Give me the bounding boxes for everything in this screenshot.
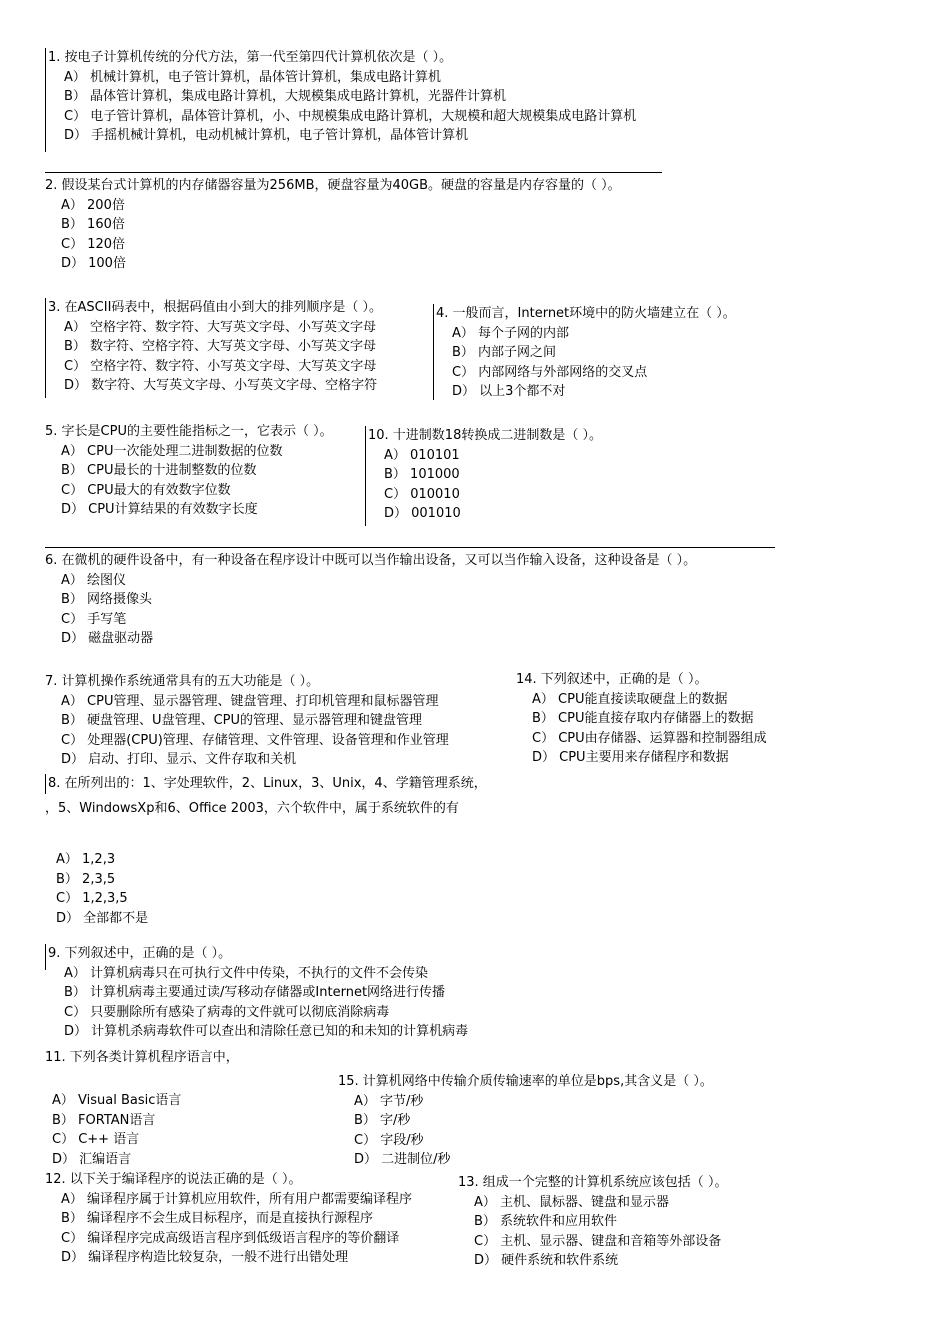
option-a: A） 主机、鼠标器、键盘和显示器 bbox=[474, 1194, 670, 1210]
option-c: C） 字段/秒 bbox=[354, 1132, 424, 1148]
option-b: B） FORTAN语言 bbox=[52, 1112, 156, 1128]
question-stem: 12. 以下关于编译程序的说法正确的是（ ）。 bbox=[45, 1172, 302, 1187]
option-c: C） 手写笔 bbox=[61, 611, 127, 627]
option-d: D） CPU主要用来存储程序和数据 bbox=[532, 750, 729, 765]
option-c: C） 只要删除所有感染了病毒的文件就可以彻底消除病毒 bbox=[64, 1004, 390, 1020]
option-b: B） 系统软件和应用软件 bbox=[474, 1214, 618, 1229]
option-a: A） 绘图仪 bbox=[61, 572, 127, 588]
option-a: A） 每个子网的内部 bbox=[452, 325, 570, 341]
q3-border bbox=[45, 298, 46, 398]
option-d: D） 磁盘驱动器 bbox=[61, 631, 154, 646]
option-d: D） 二进制位/秒 bbox=[354, 1152, 451, 1167]
option-b: B） 字/秒 bbox=[354, 1113, 411, 1128]
question-stem: 10. 十进制数18转换成二进制数是（ ）。 bbox=[368, 428, 602, 443]
option-c: C） 内部网络与外部网络的交叉点 bbox=[452, 364, 648, 380]
question-stem: 11. 下列各类计算机程序语言中， bbox=[45, 1050, 239, 1065]
question-stem: 4. 一般而言，Internet环境中的防火墙建立在（ ）。 bbox=[436, 306, 736, 321]
option-b: B） 2,3,5 bbox=[56, 871, 116, 887]
option-c: C） 120倍 bbox=[61, 236, 126, 252]
option-c: C） 1,2,3,5 bbox=[56, 891, 128, 906]
q1-border bbox=[45, 48, 46, 152]
question-stem: 6. 在微机的硬件设备中，有一种设备在程序设计中既可以当作输出设备，又可以当作输入设备，这种设备是（ ）。 bbox=[45, 553, 697, 568]
option-b: B） 160倍 bbox=[61, 217, 125, 232]
question-8-stem-continued bbox=[45, 799, 459, 819]
question-stem: 15. 计算机网络中传输介质传输速率的单位是bps,其含义是（ ）。 bbox=[338, 1074, 713, 1089]
question-8-options bbox=[40, 850, 148, 928]
option-a: A） CPU一次能处理二进制数据的位数 bbox=[61, 443, 283, 459]
question-11-options bbox=[36, 1091, 181, 1169]
question-stem: 13. 组成一个完整的计算机系统应该包括（ ）。 bbox=[458, 1175, 728, 1190]
option-d: D） 以上3个都不对 bbox=[452, 384, 566, 399]
option-c: C） 处理器(CPU)管理、存储管理、文件管理、设备管理和作业管理 bbox=[61, 732, 449, 748]
question-2 bbox=[45, 176, 621, 274]
question-10 bbox=[368, 426, 602, 524]
option-b: B） CPU能直接存取内存储器上的数据 bbox=[532, 711, 754, 726]
option-c: C） 主机、显示器、键盘和音箱等外部设备 bbox=[474, 1233, 722, 1249]
option-a: A） 机械计算机，电子管计算机，晶体管计算机，集成电路计算机 bbox=[64, 69, 442, 85]
option-c: C） 电子管计算机，晶体管计算机，小、中规模集成电路计算机，大规模和超大规模集成电路计算机 bbox=[64, 108, 637, 124]
question-5 bbox=[45, 422, 333, 520]
option-a: A） CPU管理、显示器管理、键盘管理、打印机管理和鼠标器管理 bbox=[61, 693, 439, 709]
option-b: B） 硬盘管理、U盘管理、CPU的管理、显示器管理和键盘管理 bbox=[61, 713, 422, 728]
q6-divider bbox=[45, 547, 775, 548]
option-b: B） 101000 bbox=[384, 467, 460, 482]
q1-divider bbox=[45, 172, 662, 173]
option-a: A） 编译程序属于计算机应用软件，所有用户都需要编译程序 bbox=[61, 1191, 413, 1207]
option-a: A） Visual Basic语言 bbox=[52, 1093, 182, 1108]
option-d: D） 启动、打印、显示、文件存取和关机 bbox=[61, 752, 297, 767]
question-14 bbox=[516, 670, 767, 768]
option-b: B） 编译程序不会生成目标程序，而是直接执行源程序 bbox=[61, 1211, 374, 1226]
q9-border bbox=[45, 944, 46, 970]
question-stem: 8. 在所列出的：1、字处理软件，2、Linux，3、Unix，4、学籍管理系统， bbox=[48, 776, 487, 791]
option-d: D） 硬件系统和软件系统 bbox=[474, 1253, 619, 1268]
option-d: D） 编译程序构造比较复杂，一般不进行出错处理 bbox=[61, 1250, 349, 1265]
option-b: B） 晶体管计算机，集成电路计算机，大规模集成电路计算机，光器件计算机 bbox=[64, 89, 507, 104]
question-13 bbox=[458, 1173, 727, 1271]
question-stem: 2. 假设某台式计算机的内存储器容量为256MB，硬盘容量为40GB。硬盘的容量是内存容量的（ ）。 bbox=[45, 178, 621, 193]
question-1 bbox=[48, 48, 636, 146]
option-c: C） CPU由存储器、运算器和控制器组成 bbox=[532, 730, 767, 746]
option-d: D） 全部都不是 bbox=[56, 910, 149, 926]
q8-border bbox=[45, 774, 46, 794]
option-d: D） 汇编语言 bbox=[52, 1151, 132, 1167]
option-d: D） 001010 bbox=[384, 506, 461, 521]
option-c: C） CPU最大的有效数字位数 bbox=[61, 482, 231, 498]
option-b: B） CPU最长的十进制整数的位数 bbox=[61, 463, 257, 478]
option-d: D） 计算机杀病毒软件可以查出和清除任意已知的和未知的计算机病毒 bbox=[64, 1024, 469, 1039]
question-stem: 5. 字长是CPU的主要性能指标之一，它表示（ ）。 bbox=[45, 424, 333, 439]
option-c: C） C++ 语言 bbox=[52, 1132, 140, 1147]
question-stem-line-2: ，5、WindowsXp和6、Office 2003，六个软件中，属于系统软件的有 bbox=[45, 801, 459, 816]
question-12 bbox=[45, 1170, 412, 1268]
option-d: D） 手摇机械计算机，电动机械计算机，电子管计算机，晶体管计算机 bbox=[64, 128, 469, 143]
question-stem: 1. 按电子计算机传统的分代方法，第一代至第四代计算机依次是（ ）。 bbox=[48, 50, 453, 65]
option-c: C） 010010 bbox=[384, 486, 460, 502]
question-stem: 14. 下列叙述中，正确的是（ ）。 bbox=[516, 672, 708, 687]
option-a: A） 200倍 bbox=[61, 197, 125, 213]
option-d: D） 100倍 bbox=[61, 256, 126, 271]
option-b: B） 内部子网之间 bbox=[452, 345, 557, 360]
question-stem: 3. 在ASCII码表中，根据码值由小到大的排列顺序是（ ）。 bbox=[48, 300, 383, 315]
option-a: A） 1,2,3 bbox=[56, 852, 116, 867]
question-9 bbox=[48, 944, 468, 1042]
option-b: B） 数字符、空格字符、大写英文字母、小写英文字母 bbox=[64, 339, 377, 354]
option-a: A） 字节/秒 bbox=[354, 1093, 424, 1109]
q4-border bbox=[433, 304, 434, 400]
option-c: C） 空格字符、数字符、小写英文字母、大写英文字母 bbox=[64, 358, 377, 374]
option-a: A） CPU能直接读取硬盘上的数据 bbox=[532, 691, 728, 707]
question-11 bbox=[45, 1048, 239, 1068]
option-c: C） 编译程序完成高级语言程序到低级语言程序的等价翻译 bbox=[61, 1230, 400, 1246]
option-a: A） 空格字符、数字符、大写英文字母、小写英文字母 bbox=[64, 319, 377, 335]
option-a: A） 计算机病毒只在可执行文件中传染，不执行的文件不会传染 bbox=[64, 965, 429, 981]
option-d: D） 数字符、大写英文字母、小写英文字母、空格字符 bbox=[64, 378, 378, 393]
question-8 bbox=[48, 774, 487, 794]
question-stem: 7. 计算机操作系统通常具有的五大功能是（ ）。 bbox=[45, 674, 320, 689]
q10-border bbox=[365, 426, 366, 526]
question-stem: 9. 下列叙述中，正确的是（ ）。 bbox=[48, 946, 232, 961]
question-15 bbox=[338, 1072, 713, 1170]
option-a: A） 010101 bbox=[384, 447, 460, 463]
option-b: B） 网络摄像头 bbox=[61, 592, 153, 607]
question-4 bbox=[436, 304, 736, 402]
question-6 bbox=[45, 551, 696, 649]
option-b: B） 计算机病毒主要通过读/写移动存储器或Internet网络进行传播 bbox=[64, 985, 446, 1000]
question-3 bbox=[48, 298, 382, 396]
question-7 bbox=[45, 672, 449, 770]
option-d: D） CPU计算结果的有效数字长度 bbox=[61, 502, 258, 517]
